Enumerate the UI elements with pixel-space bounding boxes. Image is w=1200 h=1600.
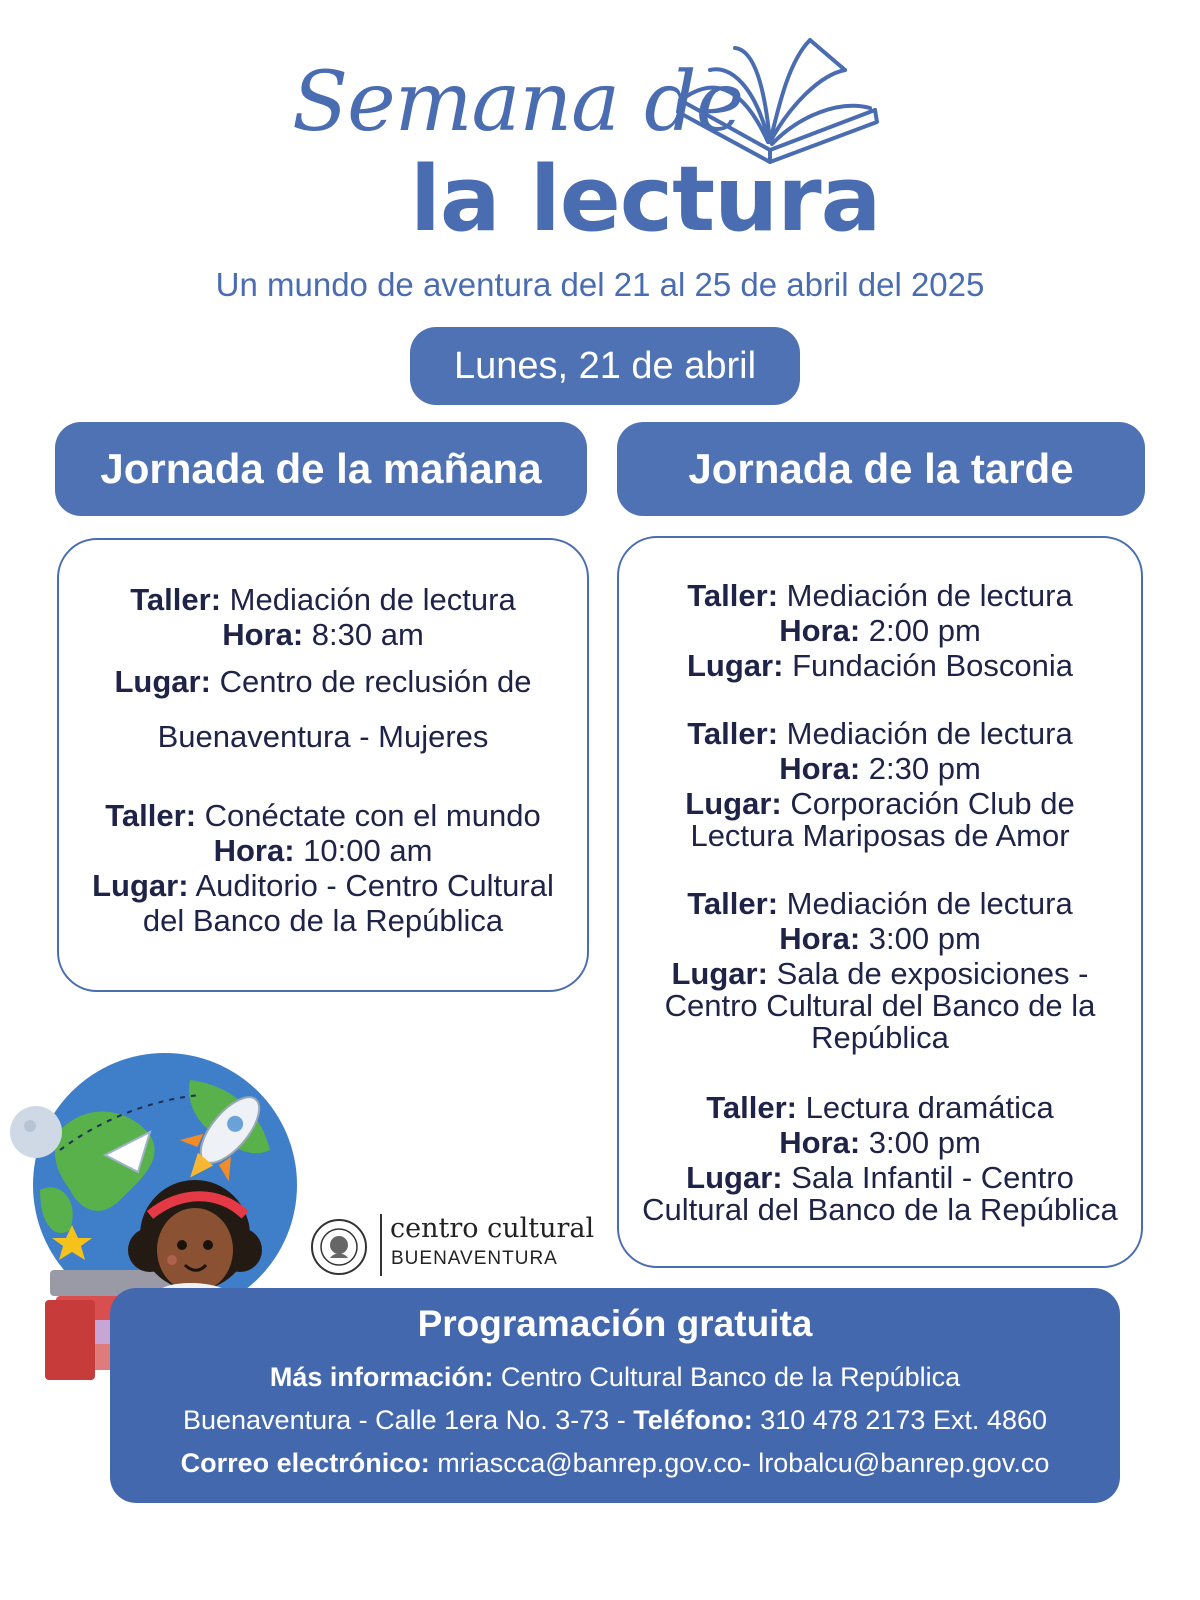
lugar-value: Sala de exposiciones - [776, 956, 1089, 991]
phone-label: Teléfono: [633, 1405, 753, 1435]
hora-label: Hora: [222, 617, 304, 652]
info-value: Centro Cultural Banco de la República [500, 1362, 961, 1392]
morning-event-2 [57, 798, 589, 938]
taller-label: Taller: [687, 886, 779, 921]
lugar-label: Lugar: [114, 664, 211, 699]
lugar-value: Centro de reclusión de [219, 664, 532, 699]
lugar-label: Lugar: [686, 1160, 783, 1195]
email-value[interactable]: mriascca@banrep.gov.co- lrobalcu@banrep.gov.co [437, 1448, 1050, 1478]
hora-label: Hora: [779, 921, 861, 956]
address: Buenaventura - Calle 1era No. 3-73 - [182, 1405, 626, 1435]
lugar-value: Auditorio - Centro Cultural [195, 868, 554, 903]
morning-event-1 [57, 582, 589, 754]
taller-label: Taller: [706, 1090, 797, 1125]
lugar-label: Lugar: [92, 868, 189, 903]
lugar-value: Sala Infantil - Centro [791, 1160, 1074, 1195]
footer-title: Programación gratuita [417, 1303, 813, 1344]
taller-value: Mediación de lectura [786, 716, 1073, 751]
lugar-label: Lugar: [687, 648, 784, 683]
date-badge: Lunes, 21 de abril [410, 327, 800, 405]
lugar-value-line2: del Banco de la República [142, 903, 504, 938]
email-label: Correo electrónico: [180, 1448, 430, 1478]
taller-value: Conéctate con el mundo [204, 798, 541, 833]
lugar-value: Fundación Bosconia [792, 648, 1073, 683]
afternoon-event-4 [617, 1090, 1143, 1227]
logo-divider [380, 1214, 382, 1276]
title-bold: la lectura [410, 147, 881, 252]
hora-label: Hora: [779, 613, 861, 648]
taller-label: Taller: [105, 798, 197, 833]
taller-label: Taller: [130, 582, 222, 617]
bank-seal-icon [310, 1218, 368, 1276]
hora-value: 2:00 pm [868, 613, 981, 648]
hora-value: 10:00 am [303, 833, 433, 868]
taller-value: Mediación de lectura [786, 886, 1073, 921]
hora-value: 8:30 am [311, 617, 424, 652]
afternoon-event-1 [617, 578, 1143, 683]
title-script: Semana de [292, 55, 744, 150]
taller-value: Lectura dramática [805, 1090, 1054, 1125]
lugar-value: Corporación Club de [790, 786, 1075, 821]
info-label: Más información: [269, 1362, 494, 1392]
taller-label: Taller: [687, 578, 779, 613]
footer-info-panel [110, 1288, 1120, 1503]
logo-subtitle: BUENAVENTURA [391, 1248, 558, 1269]
subtitle: Un mundo de aventura del 21 al 25 de abril del 2025 [215, 266, 985, 303]
lugar-label: Lugar: [671, 956, 768, 991]
taller-value: Mediación de lectura [229, 582, 516, 617]
phone-value: 310 478 2173 Ext. 4860 [760, 1405, 1047, 1435]
hora-label: Hora: [779, 1125, 861, 1160]
hora-label: Hora: [213, 833, 295, 868]
lugar-value-line2: Lectura Mariposas de Amor [690, 818, 1070, 853]
footer-info-line [110, 1360, 1120, 1394]
lugar-value-line2: Buenaventura - Mujeres [157, 719, 489, 754]
morning-heading: Jornada de la mañana [55, 422, 587, 516]
afternoon-event-2 [617, 716, 1143, 853]
afternoon-event-3 [617, 886, 1143, 1055]
lugar-value-line2: Centro Cultural del Banco de la [664, 988, 1096, 1023]
hora-value: 2:30 pm [868, 751, 981, 786]
lugar-value-line3: República [811, 1020, 949, 1055]
footer-email-line [110, 1446, 1120, 1480]
hora-value: 3:00 pm [868, 1125, 981, 1160]
lugar-label: Lugar: [685, 786, 782, 821]
hora-label: Hora: [779, 751, 861, 786]
taller-label: Taller: [687, 716, 779, 751]
afternoon-heading: Jornada de la tarde [617, 422, 1145, 516]
lugar-value-line2: Cultural del Banco de la República [642, 1192, 1118, 1227]
hora-value: 3:00 pm [868, 921, 981, 956]
logo-title: centro cultural [390, 1213, 595, 1244]
footer-address-line [110, 1403, 1120, 1437]
taller-value: Mediación de lectura [786, 578, 1073, 613]
